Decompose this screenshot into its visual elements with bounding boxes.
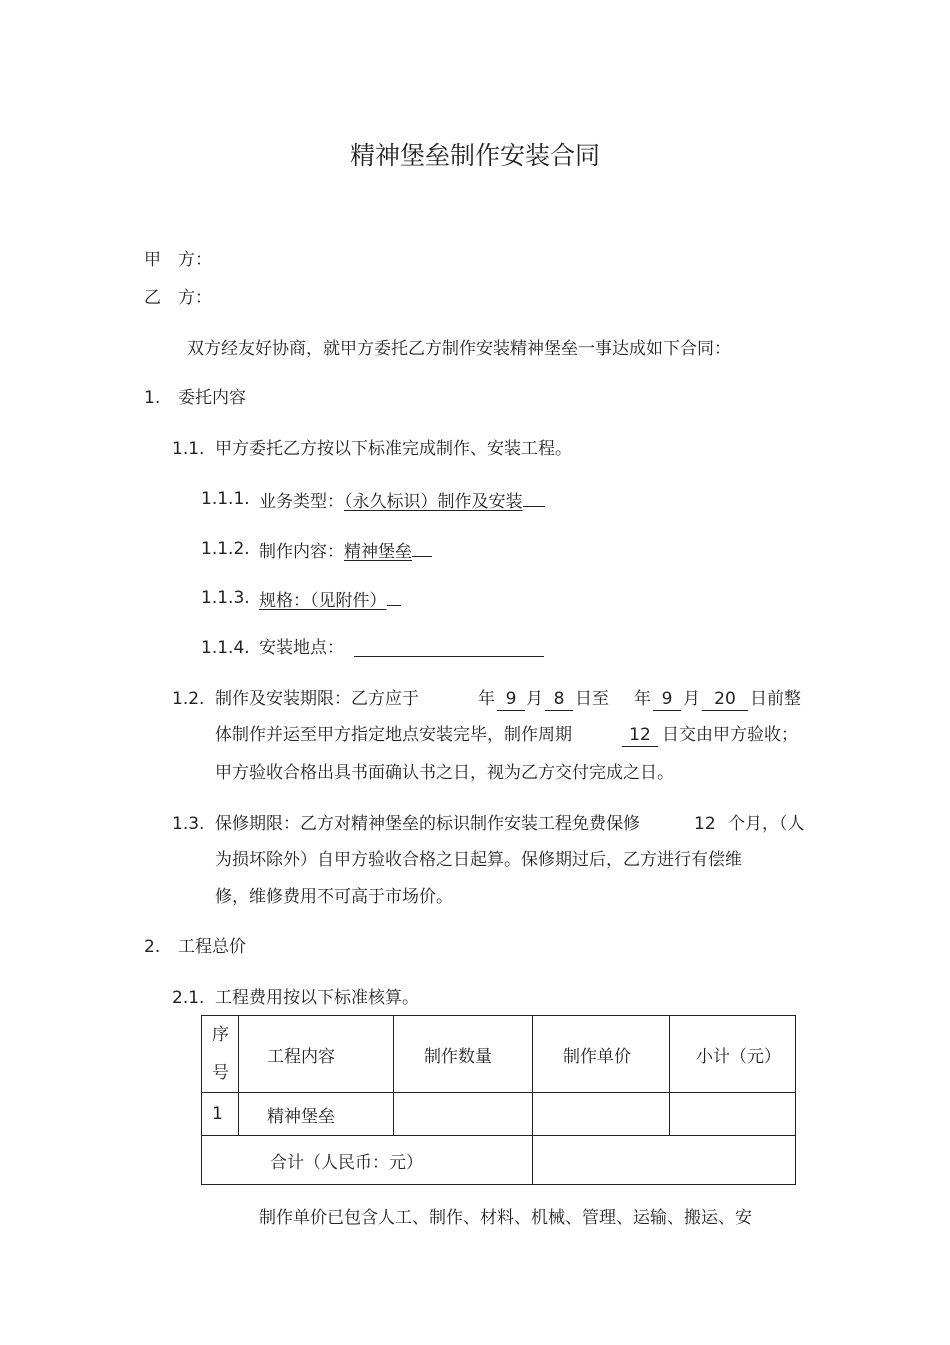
day-to-label: 日至 xyxy=(575,689,609,709)
spec-label: 规格： xyxy=(259,591,310,611)
clause-1-1-1-number: 1.1.1. xyxy=(201,489,250,509)
spec-underline xyxy=(387,587,401,606)
month-2-label: 月 xyxy=(683,689,700,709)
month-1-label: 月 xyxy=(526,689,543,709)
header-qty: 制作数量 xyxy=(394,1016,533,1093)
clause-1-2-number: 1.2. xyxy=(172,689,205,709)
business-type-value: （永久标识）制作及安装 xyxy=(344,492,523,512)
header-seq-top: 序 xyxy=(212,1025,229,1045)
content-value: 精神堡垒 xyxy=(344,542,412,562)
clause-1-3-number: 1.3. xyxy=(172,814,205,834)
cost-table xyxy=(201,1015,796,1185)
clause-1-2-line-1: 制作及安装期限：乙方应于 xyxy=(215,689,419,709)
row-subtotal xyxy=(670,1093,796,1136)
row-seq: 1 xyxy=(202,1093,239,1136)
unit-price-note: 制作单价已包含人工、制作、材料、机械、管理、运输、搬运、安 xyxy=(259,1208,752,1228)
section-1-heading: 委托内容 xyxy=(178,388,246,408)
business-type-underline xyxy=(523,488,545,507)
clause-1-3-line-1b: 个月，（人 xyxy=(728,814,805,834)
day-2-value: 20 xyxy=(702,688,748,711)
month-2-value: 9 xyxy=(653,688,681,711)
content-label: 制作内容： xyxy=(259,542,344,562)
section-2-heading: 工程总价 xyxy=(178,937,246,957)
table-row xyxy=(202,1093,796,1136)
clause-1-1-number: 1.1. xyxy=(172,439,205,459)
content-underline xyxy=(412,538,432,557)
total-label: 合计（人民币：元） xyxy=(202,1136,533,1185)
header-seq-bottom: 号 xyxy=(212,1063,229,1083)
party-b-label: 乙 方： xyxy=(144,288,212,308)
spec-value: （见附件） xyxy=(310,591,387,611)
clause-1-3-line-1a: 保修期限：乙方对精神堡垒的标识制作安装工程免费保修 xyxy=(215,814,640,834)
cycle-value: 12 xyxy=(622,724,658,747)
clause-1-1-3 xyxy=(259,587,401,612)
day-1-value: 8 xyxy=(545,688,573,711)
table-header-row xyxy=(202,1016,796,1093)
clause-1-3-line-2: 为损坏除外）自甲方验收合格之日起算。保修期过后，乙方进行有偿维 xyxy=(215,850,742,870)
month-1-value: 9 xyxy=(497,688,525,711)
clause-1-2-line-3: 甲方验收合格出具书面确认书之日，视为乙方交付完成之日。 xyxy=(215,763,674,783)
header-seq xyxy=(202,1016,239,1093)
year-2-label: 年 xyxy=(634,689,651,709)
section-1-number: 1. xyxy=(144,388,161,408)
header-content: 工程内容 xyxy=(239,1016,394,1093)
row-price xyxy=(533,1093,670,1136)
business-type-label: 业务类型： xyxy=(259,492,344,512)
row-qty xyxy=(394,1093,533,1136)
clause-1-1-2-number: 1.1.2. xyxy=(201,539,250,559)
clause-1-1-4-number: 1.1.4. xyxy=(201,638,250,658)
header-price: 制作单价 xyxy=(533,1016,670,1093)
clause-1-2-line-2a: 体制作并运至甲方指定地点安装完毕，制作周期 xyxy=(215,725,572,745)
clause-2-1-number: 2.1. xyxy=(172,988,205,1008)
warranty-months-value: 12 xyxy=(694,814,716,834)
clause-1-1-3-number: 1.1.3. xyxy=(201,588,250,608)
clause-1-1-text: 甲方委托乙方按以下标准完成制作、安装工程。 xyxy=(215,439,572,459)
contract-title: 精神堡垒制作安装合同 xyxy=(349,141,600,170)
clause-2-1-text: 工程费用按以下标准核算。 xyxy=(215,988,419,1008)
before-label: 日前整 xyxy=(750,689,801,709)
clause-1-1-1 xyxy=(259,488,545,513)
location-blank-field xyxy=(354,637,544,657)
year-1-label: 年 xyxy=(478,689,495,709)
clause-1-1-4 xyxy=(259,637,344,659)
location-label: 安装地点： xyxy=(259,638,344,658)
clause-1-3-line-3: 修，维修费用不可高于市场价。 xyxy=(215,887,453,907)
party-a-label: 甲 方： xyxy=(144,250,212,270)
section-2-number: 2. xyxy=(144,937,161,957)
table-total-row xyxy=(202,1136,796,1185)
clause-1-1-2 xyxy=(259,538,432,563)
clause-1-2-line-2b: 日交由甲方验收； xyxy=(662,725,798,745)
intro-paragraph: 双方经友好协商，就甲方委托乙方制作安装精神堡垒一事达成如下合同： xyxy=(187,339,731,359)
total-value xyxy=(533,1136,796,1185)
row-content: 精神堡垒 xyxy=(239,1093,394,1136)
header-subtotal: 小计（元） xyxy=(670,1016,796,1093)
